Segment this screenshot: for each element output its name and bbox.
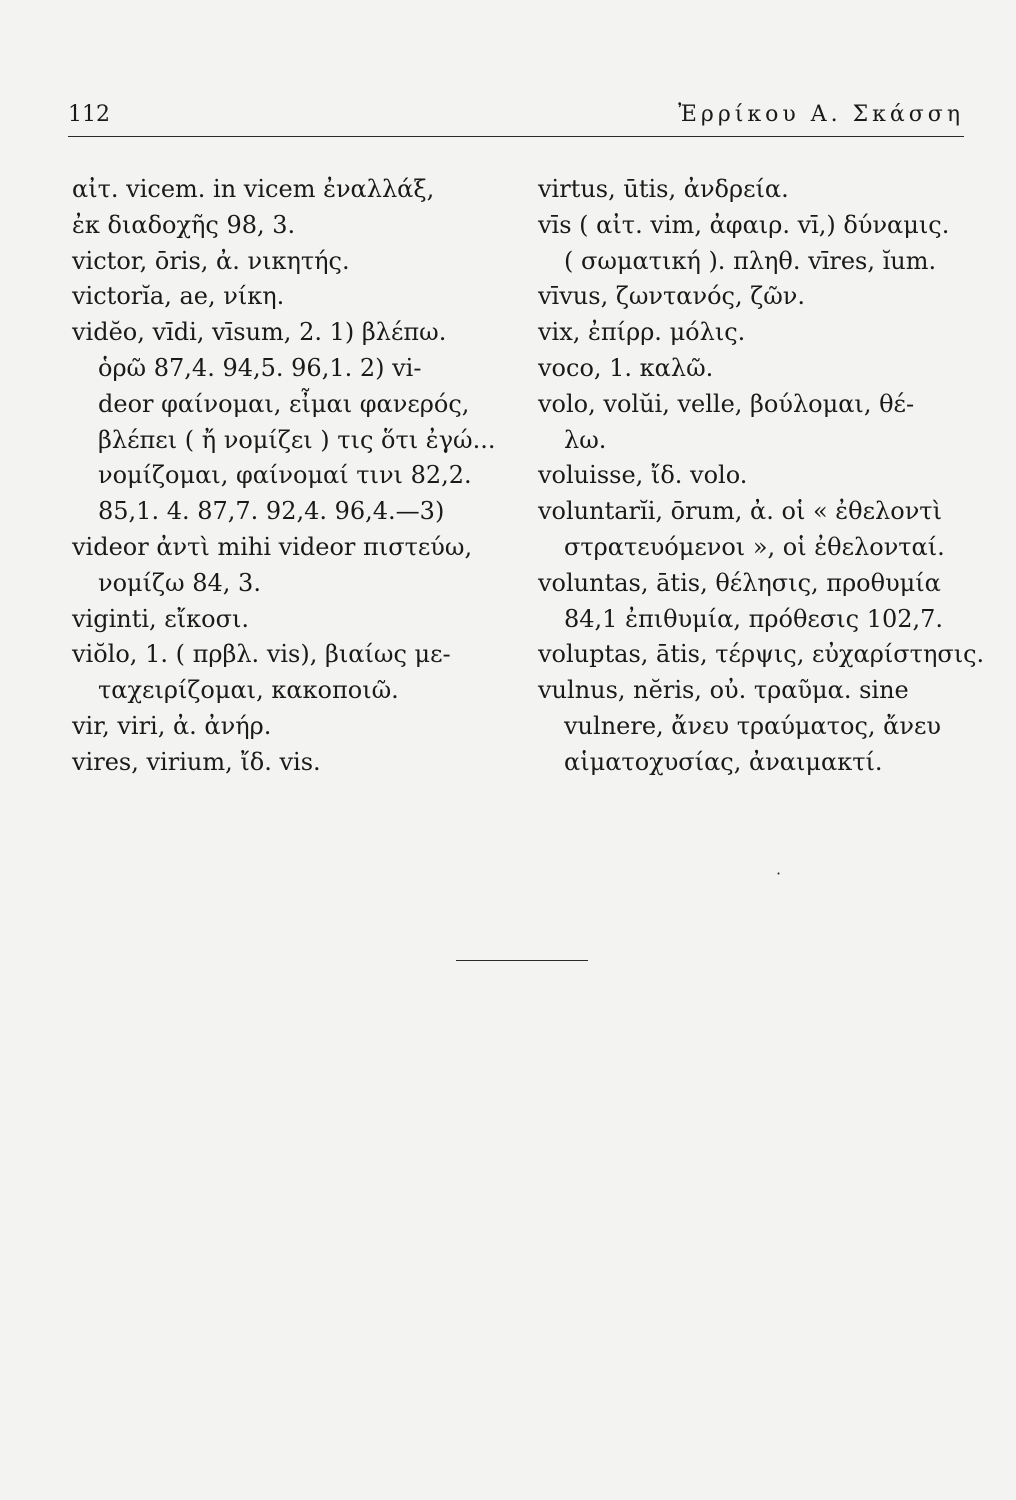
ink-mark: · <box>776 864 782 883</box>
entry-line: 84,1 ἐπιθυμία, πρόθεσις 102,7. <box>564 604 944 633</box>
section-divider <box>456 960 588 961</box>
left-column <box>72 172 512 781</box>
entry-line: volo, volŭi, velle, βούλομαι, θέ- <box>538 389 915 418</box>
entry-line: vires, virium, ἴδ. vis. <box>72 747 321 776</box>
entry-line: vīs ( αἰτ. vim, ἀφαιρ. vī,) δύναμις. <box>538 210 950 239</box>
page-number: 112 <box>68 102 110 127</box>
page-header <box>68 100 964 137</box>
entry-line: vulnus, nĕris, οὐ. τραῦμα. sine <box>538 676 909 705</box>
entry-line: vīvus, ζωντανός, ζῶν. <box>538 282 806 311</box>
running-head: Ἐρρίκου Α. Σκάσση <box>678 102 964 127</box>
entry-line: voluptas, ātis, τέρψις, εὐχαρίστησις. <box>538 640 985 669</box>
entry-line: vulnere, ἄνευ τραύματος, ἄνευ <box>564 711 941 740</box>
entry-line: vir, viri, ἀ. ἀνήρ. <box>72 711 272 740</box>
entry-line: victor, ōris, ἀ. νικητής. <box>72 246 350 275</box>
entry-line: βλέπει ( ἤ νομίζει ) τις ὅτι ἐγώ... <box>98 425 496 454</box>
entry-line: ὁρῶ 87,4. 94,5. 96,1. 2) vi- <box>98 353 422 382</box>
entry-line: νομίζω 84, 3. <box>98 568 261 597</box>
entry-line: αἰτ. vicem. in vicem ἐναλλάξ, <box>72 175 435 203</box>
right-column <box>538 172 985 781</box>
entry-line: voluisse, ἴδ. volo. <box>538 461 748 490</box>
entry-line: 85,1. 4. 87,7. 92,4. 96,4.—3) <box>98 497 445 526</box>
entry-line: λω. <box>564 425 607 454</box>
entry-line: videor ἀντὶ mihi videor πιστεύω, <box>72 532 473 561</box>
entry-line: deor φαίνομαι, εἶμαι φανερός, <box>98 389 470 418</box>
entry-line: viŏlo, 1. ( πρβλ. vis), βιαίως με- <box>72 640 451 669</box>
entry-line: ταχειρίζομαι, κακοποιῶ. <box>98 676 399 705</box>
entry-line: νομίζομαι, φαίνομαί τινι 82,2. <box>98 461 472 490</box>
entry-line: voco, 1. καλῶ. <box>538 353 714 382</box>
entry-line: vidĕo, vīdi, vīsum, 2. 1) βλέπω. <box>72 318 447 347</box>
entry-line: voluntarĭi, ōrum, ἀ. οἱ « ἐθελοντὶ <box>538 497 942 526</box>
entry-line: victorĭa, ae, νίκη. <box>72 282 285 311</box>
entry-line: vix, ἐπίρρ. μόλις. <box>538 318 746 347</box>
entry-line: viginti, εἴκοσι. <box>72 604 250 633</box>
entry-line: στρατευόμενοι », οἱ ἐθελονταί. <box>564 532 945 561</box>
entry-line: virtus, ūtis, ἀνδρεία. <box>538 175 789 203</box>
entry-line: voluntas, ātis, θέλησις, προθυμία <box>538 568 941 597</box>
entry-line: αἱματοχυσίας, ἀναιμακτί. <box>564 747 883 776</box>
entry-line: ( σωματική ). πληθ. vīres, ĭum. <box>564 246 937 275</box>
entry-line: ἐκ διαδοχῆς 98, 3. <box>72 210 296 239</box>
